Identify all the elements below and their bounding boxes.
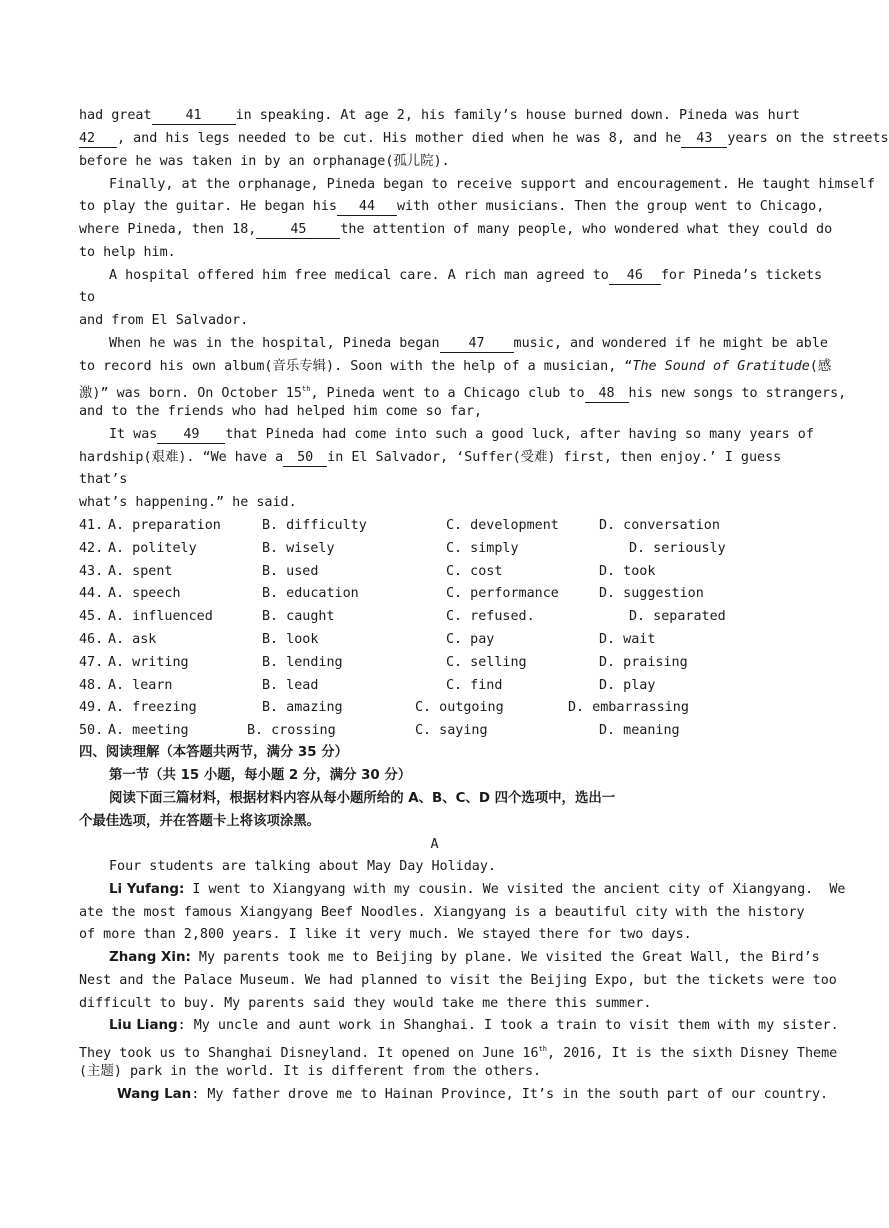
option-a[interactable]: A. ask <box>108 632 157 647</box>
passage-text: My parents took me to Beijing by plane. We visited the Great Wall, the Bird’s <box>190 950 820 965</box>
option-c[interactable]: C. saying <box>415 723 488 738</box>
passage-text: to play the guitar. He began his <box>79 199 337 214</box>
option-c[interactable]: C. cost <box>446 564 503 579</box>
passage-text: for Pineda’s tickets <box>660 268 823 283</box>
option-a[interactable]: A. preparation <box>108 518 221 533</box>
passage-line <box>109 426 814 444</box>
option-d[interactable]: D. meaning <box>599 723 680 738</box>
passage-a-line <box>109 1017 839 1035</box>
blank-48: 48 <box>585 386 629 403</box>
option-b[interactable]: B. used <box>262 564 319 579</box>
passage-text: It was <box>109 427 158 442</box>
option-c[interactable]: C. simply <box>446 541 519 556</box>
superscript: th <box>538 1045 547 1053</box>
option-d[interactable]: D. seriously <box>629 541 726 556</box>
option-d[interactable]: D. praising <box>599 655 688 670</box>
passage-text: : My father drove me to Hainan Province, It’s in the south part of our country. <box>191 1087 829 1102</box>
passage-line <box>79 449 781 467</box>
passage-line: before he was taken in by an orphanage(孤儿院). <box>79 154 450 169</box>
option-b[interactable]: B. look <box>262 632 319 647</box>
blank-41: 41 <box>152 108 236 125</box>
section-heading: 四、阅读理解（本答题共两节，满分 35 分） <box>79 745 348 760</box>
option-a[interactable]: A. politely <box>108 541 197 556</box>
option-c[interactable]: C. selling <box>446 655 527 670</box>
option-number: 45. <box>79 609 104 624</box>
option-b[interactable]: B. difficulty <box>262 518 367 533</box>
passage-line: what’s happening.” he said. <box>79 495 297 510</box>
passage-line: and from El Salvador. <box>79 313 249 328</box>
option-b[interactable]: B. wisely <box>262 541 335 556</box>
speaker-name: Wang Lan <box>117 1087 192 1102</box>
passage-text: where Pineda, then 18, <box>79 222 257 237</box>
speaker-name: Liu Liang <box>109 1018 178 1033</box>
option-number: 43. <box>79 564 104 579</box>
option-a[interactable]: A. writing <box>108 655 189 670</box>
passage-a-line: difficult to buy. My parents said they would take me there this summer. <box>79 996 652 1011</box>
section-part-heading: 第一节（共 15 小题，每小题 2 分，满分 30 分） <box>109 768 412 783</box>
option-c[interactable]: C. performance <box>446 586 559 601</box>
blank-45: 45 <box>256 222 340 239</box>
option-a[interactable]: A. freezing <box>108 700 197 715</box>
passage-a-line <box>109 949 820 967</box>
passage-text: hardship(艰难). “We have a <box>79 450 284 465</box>
speaker-name: Zhang Xin: <box>109 950 191 965</box>
option-d[interactable]: D. wait <box>599 632 656 647</box>
option-number: 46. <box>79 632 104 647</box>
passage-letter: A <box>430 837 439 852</box>
superscript: th <box>302 385 311 393</box>
passage-line: to help him. <box>79 245 176 260</box>
option-a[interactable]: A. speech <box>108 586 181 601</box>
passage-text: I went to Xiangyang with my cousin. We visited the ancient city of Xiangyang. We <box>184 882 846 897</box>
passage-line <box>79 198 824 216</box>
blank-46: 46 <box>609 268 661 285</box>
passage-text: in speaking. At age 2, his family’s house burned down. Pineda was hurt <box>235 108 800 123</box>
option-b[interactable]: B. caught <box>262 609 335 624</box>
passage-a-line <box>79 1040 838 1061</box>
passage-text: his new songs to strangers, <box>628 386 847 401</box>
passage-a-line <box>109 881 845 899</box>
option-b[interactable]: B. amazing <box>262 700 343 715</box>
passage-line: to <box>79 290 96 305</box>
blank-50: 50 <box>283 450 327 467</box>
passage-a-intro: Four students are talking about May Day Holiday. <box>109 859 496 874</box>
option-d[interactable]: D. embarrassing <box>568 700 689 715</box>
passage-text: , Pineda went to a Chicago club to <box>310 386 585 401</box>
option-number: 49. <box>79 700 104 715</box>
option-d[interactable]: D. took <box>599 564 656 579</box>
section-instructions: 阅读下面三篇材料，根据材料内容从每小题所给的 A、B、C、D 四个选项中，选出一 <box>109 791 616 806</box>
passage-line: Finally, at the orphanage, Pineda began to receive support and encouragement. He taught himself <box>109 177 875 192</box>
passage-line <box>109 267 822 285</box>
passage-a-line: of more than 2,800 years. I like it very much. We stayed there for two days. <box>79 927 692 942</box>
option-a[interactable]: A. spent <box>108 564 173 579</box>
passage-line <box>79 358 831 376</box>
option-b[interactable]: B. lead <box>262 678 319 693</box>
passage-text: , and his legs needed to be cut. His mother died when he was 8, and he <box>117 131 682 146</box>
passage-line <box>79 380 847 401</box>
blank-42: 42 <box>79 131 117 148</box>
option-b[interactable]: B. education <box>262 586 359 601</box>
speaker-name: Li Yufang: <box>109 882 185 897</box>
option-c[interactable]: C. pay <box>446 632 495 647</box>
passage-line: and to the friends who had helped him come so far, <box>79 404 483 419</box>
passage-text: (感 <box>809 359 832 374</box>
option-d[interactable]: D. separated <box>629 609 726 624</box>
option-number: 47. <box>79 655 104 670</box>
passage-line <box>79 130 889 148</box>
passage-text: : My uncle and aunt work in Shanghai. I took a train to visit them with my sister. <box>177 1018 839 1033</box>
blank-49: 49 <box>157 427 225 444</box>
passage-text: 激)” was born. On October 15 <box>79 386 302 401</box>
passage-text: A hospital offered him free medical care. A rich man agreed to <box>109 268 609 283</box>
blank-43: 43 <box>681 131 727 148</box>
passage-line <box>109 335 828 353</box>
option-d[interactable]: D. conversation <box>599 518 720 533</box>
passage-a-line: (主题) park in the world. It is different from the others. <box>79 1064 542 1079</box>
option-d[interactable]: D. suggestion <box>599 586 704 601</box>
option-number: 44. <box>79 586 104 601</box>
option-number: 48. <box>79 678 104 693</box>
option-a[interactable]: A. meeting <box>108 723 189 738</box>
passage-text: in El Salvador, ‘Suffer(受难) first, then enjoy.’ I guess <box>327 450 782 465</box>
passage-text: When he was in the hospital, Pineda began <box>109 336 440 351</box>
option-b[interactable]: B. crossing <box>247 723 336 738</box>
option-c[interactable]: C. find <box>446 678 503 693</box>
passage-text: that Pineda had come into such a good luck, after having so many years of <box>225 427 814 442</box>
blank-44: 44 <box>337 199 397 216</box>
option-c[interactable]: C. development <box>446 518 559 533</box>
option-a[interactable]: A. influenced <box>108 609 213 624</box>
option-number: 50. <box>79 723 104 738</box>
passage-a-line: ate the most famous Xiangyang Beef Noodles. Xiangyang is a beautiful city with the history <box>79 905 805 920</box>
passage-a-line: Nest and the Palace Museum. We had planned to visit the Beijing Expo, but the tickets were too <box>79 973 837 988</box>
passage-line <box>79 221 832 239</box>
option-c[interactable]: C. outgoing <box>415 700 504 715</box>
album-title: The Sound of Gratitude <box>632 359 810 374</box>
passage-line: that’s <box>79 472 128 487</box>
passage-a-line <box>117 1086 828 1104</box>
option-c[interactable]: C. refused. <box>446 609 535 624</box>
passage-line <box>79 107 800 125</box>
passage-text: They took us to Shanghai Disneyland. It opened on June 16 <box>79 1046 539 1061</box>
passage-text: with other musicians. Then the group went to Chicago, <box>396 199 825 214</box>
passage-text: had great <box>79 108 152 123</box>
passage-text: years on the streets <box>727 131 889 146</box>
passage-text: music, and wondered if he might be able <box>513 336 828 351</box>
passage-text: the attention of many people, who wondered what they could do <box>340 222 833 237</box>
option-b[interactable]: B. lending <box>262 655 343 670</box>
passage-text: , 2016, It is the sixth Disney Theme <box>546 1046 838 1061</box>
section-instructions: 个最佳选项，并在答题卡上将该项涂黑。 <box>79 814 321 829</box>
option-number: 42. <box>79 541 104 556</box>
option-a[interactable]: A. learn <box>108 678 173 693</box>
passage-text: to record his own album(音乐专辑). Soon with the help of a musician, “ <box>79 359 633 374</box>
option-number: 41. <box>79 518 104 533</box>
blank-47: 47 <box>440 336 514 353</box>
option-d[interactable]: D. play <box>599 678 656 693</box>
